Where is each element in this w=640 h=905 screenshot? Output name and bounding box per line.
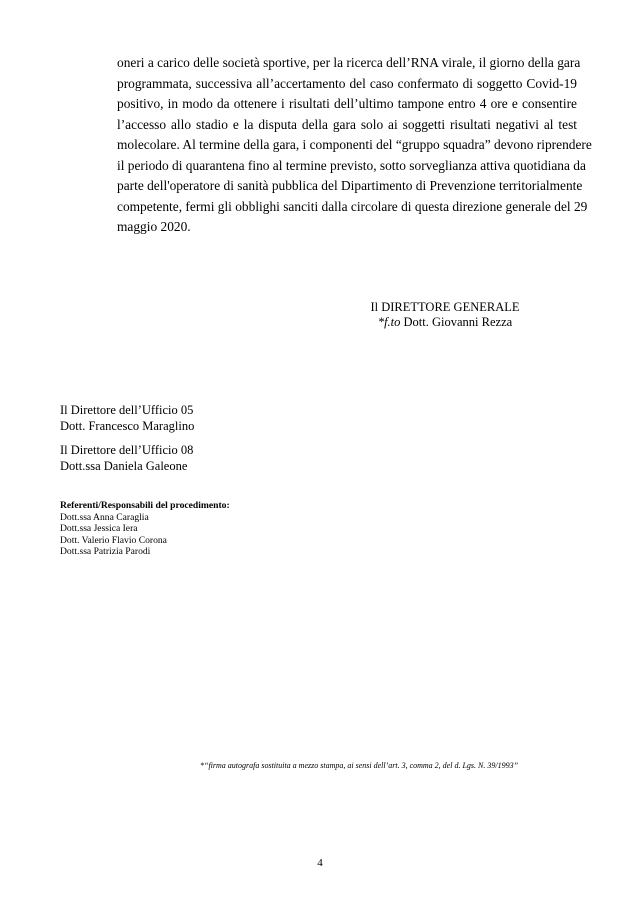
page-number: 4: [317, 857, 323, 869]
referent-name: Dott.ssa Patrizia Parodi: [60, 546, 151, 557]
office-director-name: Dott. Francesco Maraglino: [60, 418, 195, 433]
office-directors: [60, 403, 194, 483]
body-line: competente, fermi gli obblighi sanciti dalla circolare di questa direzione generale del 29: [117, 198, 588, 214]
office-title: Il Direttore dell’Ufficio 05: [60, 403, 194, 417]
body-line: l’accesso allo stadio e la disputa della gara solo ai soggetti risultati negativi al test: [117, 116, 577, 132]
signature-name-line: [360, 315, 530, 330]
referents-heading: Referenti/Responsabili del procedimento:: [60, 500, 230, 511]
body-line: molecolare. Al termine della gara, i componenti del “gruppo squadra” devono riprendere: [117, 137, 592, 152]
body-paragraph: [117, 53, 592, 238]
office-block: [60, 443, 194, 474]
signature-footnote: *“firma autografa sostituita a mezzo stampa, ai sensi dell’art. 3, comma 2, del d. Lgs. N. 39/1993”: [200, 761, 519, 770]
office-block: [60, 403, 194, 434]
signature-title: Il DIRETTORE GENERALE: [370, 300, 520, 314]
office-director-name: Dott.ssa Daniela Galeone: [60, 458, 188, 473]
body-line: il periodo di quarantena fino al termine previsto, sotto sorveglianza attiva quotidiana da: [117, 157, 586, 173]
body-line: oneri a carico delle società sportive, per la ricerca dell’RNA virale, il giorno della gara: [117, 55, 581, 70]
referent-name: Dott. Valerio Flavio Corona: [60, 534, 167, 546]
body-line: parte dell'operatore di sanità pubblica del Dipartimento di Prevenzione territorialmente: [117, 178, 583, 193]
signature-block: [360, 300, 530, 330]
body-line: positivo, in modo da ottenere i risultati dell’ultimo tampone entro 4 ore e consentire: [117, 96, 577, 111]
signature-prefix: *f.to: [377, 315, 401, 329]
referents-block: [60, 500, 230, 558]
body-line: maggio 2020.: [117, 219, 191, 234]
body-line: programmata, successiva all’accertamento del caso confermato di soggetto Covid-19: [117, 75, 577, 91]
referent-name: Dott.ssa Anna Caraglia: [60, 511, 149, 523]
office-title: Il Direttore dell’Ufficio 08: [60, 443, 194, 457]
signature-name: Dott. Giovanni Rezza: [403, 315, 513, 329]
referent-name: Dott.ssa Jessica Iera: [60, 523, 138, 534]
